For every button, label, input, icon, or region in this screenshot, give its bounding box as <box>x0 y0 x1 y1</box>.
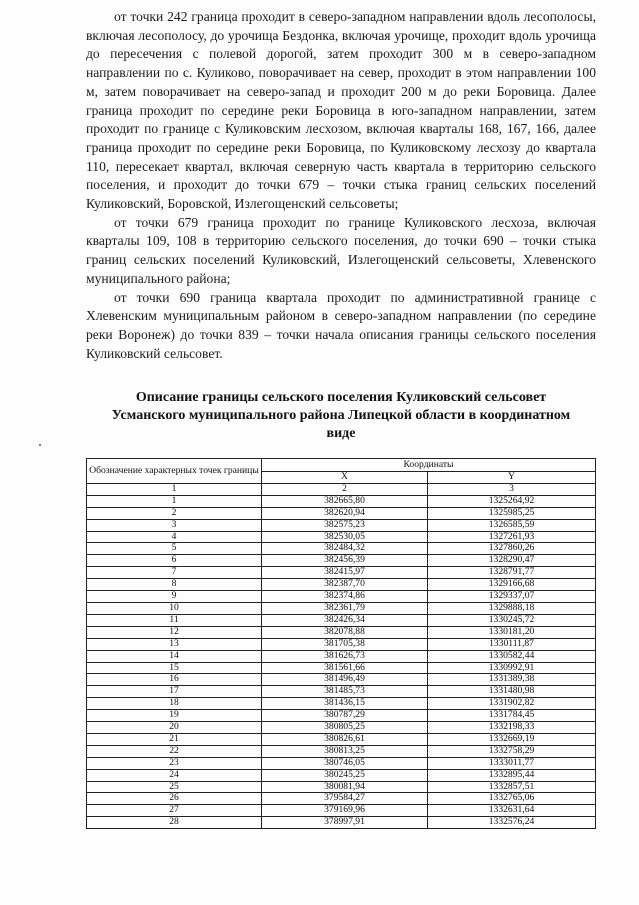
x-coordinate-cell: 379584,27 <box>262 793 428 805</box>
x-coordinate-cell: 380081,94 <box>262 781 428 793</box>
point-number-cell: 26 <box>87 793 262 805</box>
column-number-2: 2 <box>262 483 428 495</box>
y-coordinate-cell: 1333011,77 <box>428 757 596 769</box>
point-number-cell: 24 <box>87 769 262 781</box>
y-coordinate-cell: 1332198,33 <box>428 722 596 734</box>
x-coordinate-cell: 380746,05 <box>262 757 428 769</box>
y-coordinate-cell: 1332765,06 <box>428 793 596 805</box>
point-number-cell: 6 <box>87 555 262 567</box>
point-number-cell: 9 <box>87 591 262 603</box>
x-coordinate-cell: 381705,38 <box>262 638 428 650</box>
y-column-header: Y <box>428 472 596 484</box>
column-number-1: 1 <box>87 483 262 495</box>
y-coordinate-cell: 1327860,26 <box>428 543 596 555</box>
table-row <box>87 495 596 507</box>
point-number-cell: 28 <box>87 817 262 829</box>
table-row <box>87 805 596 817</box>
table-row <box>87 722 596 734</box>
column-number-3: 3 <box>428 483 596 495</box>
y-coordinate-cell: 1329166,68 <box>428 579 596 591</box>
point-number-cell: 23 <box>87 757 262 769</box>
y-coordinate-cell: 1332857,51 <box>428 781 596 793</box>
coordinates-table-body <box>87 495 596 828</box>
point-number-cell: 5 <box>87 543 262 555</box>
table-row <box>87 698 596 710</box>
x-coordinate-cell: 380826,61 <box>262 733 428 745</box>
table-row <box>87 602 596 614</box>
y-coordinate-cell: 1332669,19 <box>428 733 596 745</box>
x-coordinate-cell: 378997,91 <box>262 817 428 829</box>
point-number-cell: 12 <box>87 626 262 638</box>
y-coordinate-cell: 1330992,91 <box>428 662 596 674</box>
point-number-cell: 19 <box>87 710 262 722</box>
table-row <box>87 733 596 745</box>
point-number-cell: 10 <box>87 602 262 614</box>
y-coordinate-cell: 1328791,77 <box>428 567 596 579</box>
table-row <box>87 781 596 793</box>
heading-line-2: Усманского муниципального района Липецкой области в координатном <box>111 408 571 423</box>
y-coordinate-cell: 1325264,92 <box>428 495 596 507</box>
point-column-header: Обозначение характерных точек границы <box>87 459 262 484</box>
x-coordinate-cell: 382415,97 <box>262 567 428 579</box>
section-heading <box>84 389 598 443</box>
point-number-cell: 17 <box>87 686 262 698</box>
table-row <box>87 769 596 781</box>
y-coordinate-cell: 1330111,87 <box>428 638 596 650</box>
point-number-cell: 25 <box>87 781 262 793</box>
point-number-cell: 4 <box>87 531 262 543</box>
table-row <box>87 626 596 638</box>
x-coordinate-cell: 380813,25 <box>262 745 428 757</box>
x-coordinate-cell: 382078,88 <box>262 626 428 638</box>
y-coordinate-cell: 1329888,18 <box>428 602 596 614</box>
table-row <box>87 579 596 591</box>
heading-line-1: Описание границы сельского поселения Куликовский сельсовет <box>135 390 547 405</box>
paragraph-3: от точки 690 граница квартала проходит по административной границе с Хлевенским муниципальным районом в северо-западном направлении (по середине реки Воронеж) до точки 839 – точки начала описания границы сельского поселения Куликовский сельсовет. <box>86 289 596 361</box>
x-coordinate-cell: 380245,25 <box>262 769 428 781</box>
x-coordinate-cell: 382665,80 <box>262 495 428 507</box>
coordinates-header: Координаты <box>262 459 596 472</box>
x-coordinate-cell: 382456,39 <box>262 555 428 567</box>
y-coordinate-cell: 1332576,24 <box>428 817 596 829</box>
point-number-cell: 2 <box>87 507 262 519</box>
table-row <box>87 757 596 769</box>
x-coordinate-cell: 381496,49 <box>262 674 428 686</box>
point-number-cell: 8 <box>87 579 262 591</box>
x-coordinate-cell: 380805,25 <box>262 722 428 734</box>
heading-line-3: виде <box>326 426 356 441</box>
table-row <box>87 710 596 722</box>
table-row <box>87 686 596 698</box>
table-row <box>87 662 596 674</box>
y-coordinate-cell: 1332895,44 <box>428 769 596 781</box>
y-coordinate-cell: 1331389,38 <box>428 674 596 686</box>
x-coordinate-cell: 382374,86 <box>262 591 428 603</box>
y-coordinate-cell: 1331784,45 <box>428 710 596 722</box>
table-row <box>87 745 596 757</box>
x-coordinate-cell: 381626,73 <box>262 650 428 662</box>
x-coordinate-cell: 382361,79 <box>262 602 428 614</box>
x-coordinate-cell: 380787,29 <box>262 710 428 722</box>
point-number-cell: 7 <box>87 567 262 579</box>
x-column-header: X <box>262 472 428 484</box>
table-row <box>87 507 596 519</box>
x-coordinate-cell: 381436,15 <box>262 698 428 710</box>
y-coordinate-cell: 1327261,93 <box>428 531 596 543</box>
x-coordinate-cell: 382575,23 <box>262 519 428 531</box>
table-row <box>87 638 596 650</box>
x-coordinate-cell: 379169,96 <box>262 805 428 817</box>
y-coordinate-cell: 1331480,98 <box>428 686 596 698</box>
y-coordinate-cell: 1328290,47 <box>428 555 596 567</box>
point-number-cell: 1 <box>87 495 262 507</box>
table-row <box>87 531 596 543</box>
y-coordinate-cell: 1326585,59 <box>428 519 596 531</box>
y-coordinate-cell: 1329337,07 <box>428 591 596 603</box>
point-number-cell: 11 <box>87 614 262 626</box>
coordinates-table <box>86 458 596 829</box>
table-row <box>87 555 596 567</box>
point-number-cell: 20 <box>87 722 262 734</box>
x-coordinate-cell: 381561,66 <box>262 662 428 674</box>
table-row <box>87 591 596 603</box>
y-coordinate-cell: 1332631,64 <box>428 805 596 817</box>
y-coordinate-cell: 1330245,72 <box>428 614 596 626</box>
x-coordinate-cell: 381485,73 <box>262 686 428 698</box>
table-row <box>87 674 596 686</box>
table-row <box>87 650 596 662</box>
point-number-cell: 27 <box>87 805 262 817</box>
x-coordinate-cell: 382426,34 <box>262 614 428 626</box>
point-number-cell: 13 <box>87 638 262 650</box>
scan-dot <box>39 444 41 446</box>
point-number-cell: 16 <box>87 674 262 686</box>
x-coordinate-cell: 382530,05 <box>262 531 428 543</box>
table-row <box>87 793 596 805</box>
point-number-cell: 15 <box>87 662 262 674</box>
y-coordinate-cell: 1325985,25 <box>428 507 596 519</box>
table-row <box>87 543 596 555</box>
y-coordinate-cell: 1331902,82 <box>428 698 596 710</box>
point-number-cell: 3 <box>87 519 262 531</box>
paragraph-2: от точки 679 граница проходит по границе Куликовского лесхоза, включая кварталы 109, 108 в территорию сельского поселения, до точки 690 – точки стыка границ сельских поселений Куликовский, Излегощенский сельсоветы, Хлевенского муниципального района; <box>86 214 596 286</box>
point-number-cell: 21 <box>87 733 262 745</box>
x-coordinate-cell: 382387,70 <box>262 579 428 591</box>
table-row <box>87 519 596 531</box>
x-coordinate-cell: 382620,94 <box>262 507 428 519</box>
y-coordinate-cell: 1330582,44 <box>428 650 596 662</box>
point-number-cell: 14 <box>87 650 262 662</box>
y-coordinate-cell: 1332758,29 <box>428 745 596 757</box>
paragraph-1: от точки 242 граница проходит в северо-западном направлении вдоль лесополосы, включая лесополосу, до урочища Бездонка, включая урочище, проходит вдоль урочища до пересечения с полевой дорогой, затем проходит 300 м в северо-западном направлении по с. Куликово, поворачивает на север, проходит в этом направлении 100 м, затем поворачивает на северо-запад и проходит 200 м до реки Боровица. Далее граница проходит по середине реки Боровица в юго-западном направлении, затем проходит по границе с Куликовским лесхозом, включая кварталы 168, 167, 166, далее граница проходит по середине реки Боровица, по Куликовскому лесхозу до квартала 110, пересекает квартал, включая северную часть квартала в территорию сельского поселения, и проходит до точки 679 – точки стыка границ сельских поселений Куликовский, Боровской, Излегощенский сельсоветы; <box>86 9 596 212</box>
table-row <box>87 817 596 829</box>
body-text <box>86 8 596 363</box>
point-number-cell: 18 <box>87 698 262 710</box>
table-row <box>87 567 596 579</box>
x-coordinate-cell: 382484,32 <box>262 543 428 555</box>
y-coordinate-cell: 1330181,20 <box>428 626 596 638</box>
table-row <box>87 614 596 626</box>
point-number-cell: 22 <box>87 745 262 757</box>
